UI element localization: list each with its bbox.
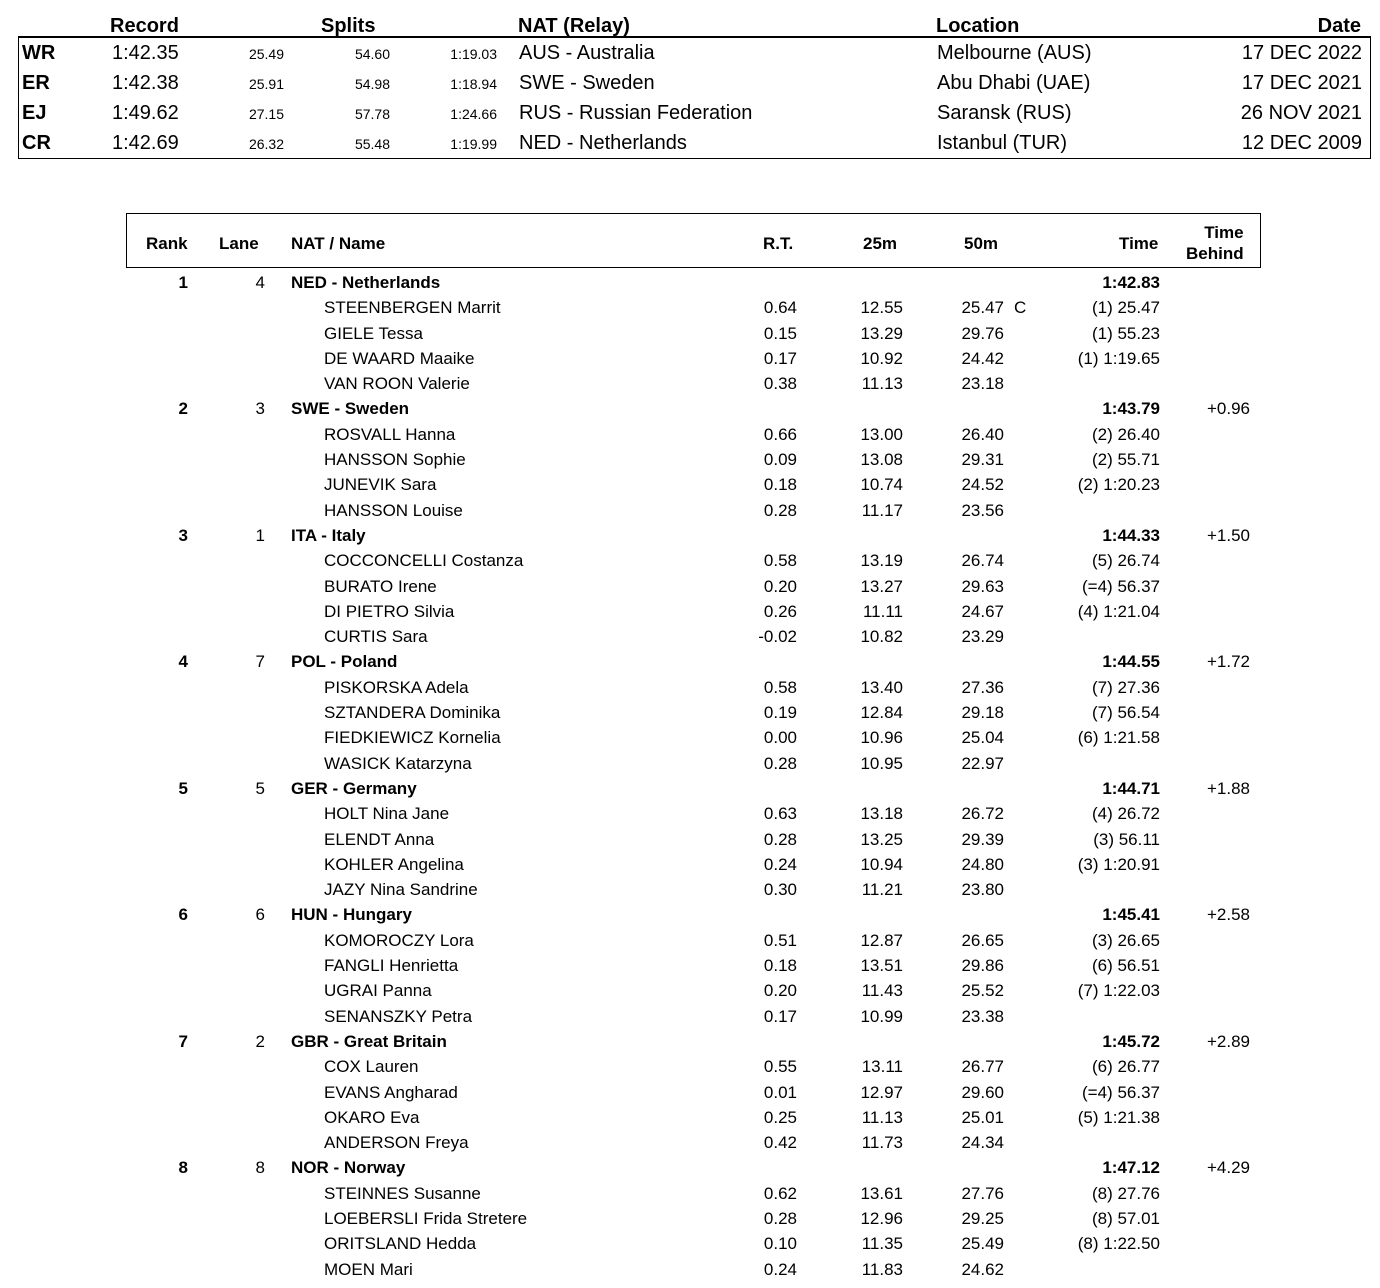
team-rank: 7 <box>178 1031 188 1051</box>
records-table <box>18 12 1371 158</box>
swimmer-25m-split: 10.95 <box>860 753 903 773</box>
swimmer-50m-split: 25.49 <box>961 1234 1004 1254</box>
record-location: Abu Dhabi (UAE) <box>937 72 1091 94</box>
swimmer-name: ANDERSON Freya <box>324 1133 469 1153</box>
swimmer-name: CURTIS Sara <box>324 627 428 647</box>
swimmer-row <box>0 827 1380 852</box>
swimmer-reaction-time: 0.24 <box>763 854 797 874</box>
swimmer-row <box>0 1054 1380 1079</box>
swimmer-row <box>0 321 1380 346</box>
swimmer-name: DE WAARD Maaike <box>324 348 475 368</box>
record-time: 1:49.62 <box>112 102 179 124</box>
record-location: Melbourne (AUS) <box>937 42 1092 64</box>
swimmer-row <box>0 1257 1380 1282</box>
team-time-behind: +1.50 <box>1206 525 1250 545</box>
record-split-1: 27.15 <box>248 106 284 122</box>
swimmer-reaction-time: 0.26 <box>763 601 797 621</box>
swimmer-25m-split: 13.29 <box>860 323 903 343</box>
record-split-2: 55.48 <box>354 136 390 152</box>
swimmer-25m-split: 10.92 <box>860 348 903 368</box>
swimmer-cumulative-time: (5) 1:21.38 <box>1077 1107 1160 1127</box>
swimmer-name: MOEN Mari <box>324 1259 413 1279</box>
swimmer-cumulative-time: (1) 1:19.65 <box>1077 348 1160 368</box>
swimmer-50m-split: 29.86 <box>961 956 1004 976</box>
swimmer-name: KOHLER Angelina <box>324 854 464 874</box>
swimmer-row <box>0 953 1380 978</box>
team-time: 1:45.41 <box>1102 905 1160 925</box>
swimmer-reaction-time: 0.28 <box>763 500 797 520</box>
record-time: 1:42.35 <box>112 42 179 64</box>
record-code: ER <box>22 72 50 94</box>
swimmer-row <box>0 574 1380 599</box>
team-rank: 5 <box>178 778 188 798</box>
team-time: 1:45.72 <box>1102 1031 1160 1051</box>
team-time-behind: +2.58 <box>1206 905 1250 925</box>
record-nat: SWE - Sweden <box>519 72 655 94</box>
record-split-3: 1:24.66 <box>450 106 497 122</box>
record-date: 17 DEC 2021 <box>1241 72 1362 94</box>
swimmer-25m-split: 13.00 <box>860 424 903 444</box>
team-name: HUN - Hungary <box>291 905 412 925</box>
swimmer-name: KOMOROCZY Lora <box>324 930 474 950</box>
team-lane: 2 <box>255 1031 265 1051</box>
swimmer-name: ELENDT Anna <box>324 829 435 849</box>
swimmer-reaction-time: 0.66 <box>763 424 797 444</box>
swimmer-reaction-time: 0.10 <box>763 1234 797 1254</box>
team-time: 1:44.55 <box>1102 652 1160 672</box>
record-row <box>19 98 1370 128</box>
swimmer-50m-split: 23.56 <box>961 500 1004 520</box>
swimmer-reaction-time: 0.18 <box>763 475 797 495</box>
swimmer-reaction-time: 0.18 <box>763 956 797 976</box>
swimmer-reaction-time: 0.28 <box>763 829 797 849</box>
team-time: 1:44.71 <box>1102 778 1160 798</box>
swimmer-50m-split: 29.31 <box>961 450 1004 470</box>
swimmer-reaction-time: -0.02 <box>758 627 797 647</box>
team-lane: 5 <box>255 778 265 798</box>
team-lane: 6 <box>255 905 265 925</box>
record-date: 12 DEC 2009 <box>1241 132 1362 154</box>
swimmer-name: EVANS Angharad <box>324 1082 458 1102</box>
swimmer-name: ROSVALL Hanna <box>324 424 456 444</box>
swimmer-name: OKARO Eva <box>324 1107 420 1127</box>
swimmer-name: SZTANDERA Dominika <box>324 703 501 723</box>
record-row <box>19 68 1370 98</box>
swimmer-cumulative-time: (=4) 56.37 <box>1082 1082 1160 1102</box>
swimmer-row <box>0 877 1380 902</box>
team-row <box>0 270 1380 295</box>
team-lane: 8 <box>255 1158 265 1178</box>
swimmer-row <box>0 751 1380 776</box>
date-col-header: Date <box>1317 15 1361 37</box>
swimmer-name: BURATO Irene <box>324 576 437 596</box>
team-name: SWE - Sweden <box>291 399 410 419</box>
team-time: 1:44.33 <box>1102 525 1160 545</box>
team-time-behind: +1.72 <box>1206 652 1250 672</box>
50m-col-header: 50m <box>964 234 999 253</box>
team-row <box>0 776 1380 801</box>
swimmer-cumulative-time: (6) 1:21.58 <box>1077 728 1160 748</box>
team-time-behind: +1.88 <box>1206 778 1250 798</box>
swimmer-reaction-time: 0.62 <box>763 1183 797 1203</box>
record-split-1: 26.32 <box>248 136 284 152</box>
swimmer-50m-split: 26.77 <box>961 1057 1004 1077</box>
team-time-behind: +0.96 <box>1206 399 1250 419</box>
record-split-2: 54.98 <box>354 76 390 92</box>
swimmer-50m-split: 26.74 <box>961 551 1004 571</box>
swimmer-50m-split: 29.60 <box>961 1082 1004 1102</box>
swimmer-name: HANSSON Sophie <box>324 450 466 470</box>
swimmer-cumulative-time: (8) 1:22.50 <box>1077 1234 1160 1254</box>
swimmer-row <box>0 472 1380 497</box>
location-col-header: Location <box>936 15 1020 37</box>
swimmer-cumulative-time: (8) 57.01 <box>1091 1208 1160 1228</box>
swimmer-cumulative-time: (2) 1:20.23 <box>1077 475 1160 495</box>
swimmer-25m-split: 13.25 <box>860 829 903 849</box>
swimmer-cumulative-time: (6) 26.77 <box>1091 1057 1160 1077</box>
swimmer-50m-split: 24.42 <box>961 348 1004 368</box>
record-row <box>19 38 1370 68</box>
swimmer-row <box>0 498 1380 523</box>
swimmer-reaction-time: 0.09 <box>763 450 797 470</box>
team-rank: 2 <box>178 399 188 419</box>
swimmer-row <box>0 1004 1380 1029</box>
record-location: Saransk (RUS) <box>937 102 1072 124</box>
record-date: 26 NOV 2021 <box>1240 102 1362 124</box>
swimmer-25m-split: 12.84 <box>860 703 903 723</box>
record-split-1: 25.91 <box>248 76 284 92</box>
swimmer-cumulative-time: (7) 56.54 <box>1091 703 1160 723</box>
swimmer-reaction-time: 0.64 <box>763 298 797 318</box>
record-row <box>19 128 1370 158</box>
swimmer-row <box>0 700 1380 725</box>
team-rank: 4 <box>178 652 188 672</box>
swimmer-25m-split: 11.73 <box>861 1133 903 1153</box>
swimmer-name: HOLT Nina Jane <box>324 804 450 824</box>
record-code: EJ <box>22 102 47 124</box>
team-time-behind: +2.89 <box>1206 1031 1250 1051</box>
swimmer-50m-split: 24.34 <box>961 1133 1004 1153</box>
splits-col-header: Splits <box>321 15 376 37</box>
swimmer-50m-split: 27.76 <box>961 1183 1004 1203</box>
record-split-2: 54.60 <box>354 46 390 62</box>
swimmer-name: JAZY Nina Sandrine <box>324 880 478 900</box>
swimmer-name: UGRAI Panna <box>324 981 432 1001</box>
swimmer-row <box>0 447 1380 472</box>
swimmer-50m-split: 23.29 <box>961 627 1004 647</box>
swimmer-50m-split: 25.01 <box>961 1107 1004 1127</box>
swimmer-row <box>0 725 1380 750</box>
nat-relay-col-header: NAT (Relay) <box>518 15 630 37</box>
swimmer-cumulative-time: (5) 26.74 <box>1091 551 1160 571</box>
swimmer-row <box>0 346 1380 371</box>
team-name: GBR - Great Britain <box>291 1031 447 1051</box>
swimmer-25m-split: 11.43 <box>861 981 903 1001</box>
swimmer-flag: C <box>1014 298 1027 318</box>
swimmer-reaction-time: 0.28 <box>763 1208 797 1228</box>
swimmer-name: GIELE Tessa <box>324 323 423 343</box>
swimmer-cumulative-time: (4) 1:21.04 <box>1077 601 1160 621</box>
swimmer-25m-split: 13.18 <box>860 804 903 824</box>
swimmer-50m-split: 23.80 <box>961 880 1004 900</box>
swimmer-row <box>0 1181 1380 1206</box>
record-split-3: 1:19.03 <box>450 46 497 62</box>
swimmer-row <box>0 422 1380 447</box>
swimmer-50m-split: 26.65 <box>961 930 1004 950</box>
team-row <box>0 396 1380 421</box>
swimmer-reaction-time: 0.19 <box>763 703 797 723</box>
swimmer-reaction-time: 0.38 <box>763 374 797 394</box>
record-nat: NED - Netherlands <box>519 132 687 154</box>
swimmer-name: WASICK Katarzyna <box>324 753 472 773</box>
record-time: 1:42.69 <box>112 132 179 154</box>
swimmer-50m-split: 25.04 <box>961 728 1004 748</box>
records-body <box>18 37 1371 159</box>
swimmer-25m-split: 13.11 <box>861 1057 903 1077</box>
record-nat: AUS - Australia <box>519 42 655 64</box>
team-lane: 7 <box>255 652 265 672</box>
swimmer-25m-split: 10.96 <box>860 728 903 748</box>
swimmer-row <box>0 978 1380 1003</box>
swimmer-25m-split: 13.51 <box>860 956 903 976</box>
swimmer-cumulative-time: (3) 1:20.91 <box>1077 854 1160 874</box>
swimmer-cumulative-time: (1) 25.47 <box>1091 298 1160 318</box>
team-rank: 1 <box>178 273 188 292</box>
record-location: Istanbul (TUR) <box>937 132 1068 154</box>
swimmer-name: FIEDKIEWICZ Kornelia <box>324 728 501 748</box>
swimmer-row <box>0 371 1380 396</box>
team-row <box>0 1029 1380 1054</box>
swimmer-reaction-time: 0.55 <box>763 1057 797 1077</box>
swimmer-reaction-time: 0.58 <box>763 677 797 697</box>
record-split-2: 57.78 <box>354 106 390 122</box>
team-row <box>0 902 1380 927</box>
swimmer-50m-split: 26.40 <box>961 424 1004 444</box>
swimmer-reaction-time: 0.15 <box>763 323 797 343</box>
record-date: 17 DEC 2022 <box>1241 42 1362 64</box>
swimmer-25m-split: 13.40 <box>860 677 903 697</box>
swimmer-name: COX Lauren <box>324 1057 419 1077</box>
team-row <box>0 649 1380 674</box>
swimmer-row <box>0 852 1380 877</box>
swimmer-name: ORITSLAND Hedda <box>324 1234 477 1254</box>
time-col-header: Time <box>1119 234 1159 253</box>
team-name: POL - Poland <box>291 652 398 672</box>
rank-col-header: Rank <box>146 234 188 253</box>
record-split-3: 1:18.94 <box>450 76 497 92</box>
swimmer-reaction-time: 0.17 <box>763 1006 797 1026</box>
swimmer-reaction-time: 0.63 <box>763 804 797 824</box>
swimmer-name: STEENBERGEN Marrit <box>324 298 501 318</box>
team-rank: 8 <box>178 1158 188 1178</box>
swimmer-25m-split: 11.11 <box>862 601 903 621</box>
swimmer-cumulative-time: (3) 26.65 <box>1091 930 1160 950</box>
swimmer-reaction-time: 0.58 <box>763 551 797 571</box>
team-row <box>0 1155 1380 1180</box>
swimmer-50m-split: 27.36 <box>961 677 1004 697</box>
swimmer-50m-split: 25.47 <box>961 298 1004 318</box>
swimmer-reaction-time: 0.17 <box>763 348 797 368</box>
swimmer-name: FANGLI Henrietta <box>324 956 459 976</box>
swimmer-reaction-time: 0.24 <box>763 1259 797 1279</box>
swimmer-cumulative-time: (4) 26.72 <box>1091 804 1160 824</box>
swimmer-name: COCCONCELLI Costanza <box>324 551 524 571</box>
swimmer-row <box>0 1105 1380 1130</box>
swimmer-50m-split: 29.18 <box>961 703 1004 723</box>
swimmer-cumulative-time: (8) 27.76 <box>1091 1183 1160 1203</box>
swimmer-row <box>0 548 1380 573</box>
team-time: 1:47.12 <box>1102 1158 1160 1178</box>
swimmer-row <box>0 624 1380 649</box>
swimmer-50m-split: 24.52 <box>961 475 1004 495</box>
time-behind-line1: Time <box>1204 223 1244 242</box>
swimmer-50m-split: 29.76 <box>961 323 1004 343</box>
swimmer-name: VAN ROON Valerie <box>324 374 470 394</box>
swimmer-25m-split: 11.13 <box>861 1107 903 1127</box>
team-lane: 1 <box>255 525 265 545</box>
team-rank: 3 <box>178 525 188 545</box>
swimmer-row <box>0 1206 1380 1231</box>
record-split-1: 25.49 <box>248 46 284 62</box>
swimmer-25m-split: 11.35 <box>861 1234 903 1254</box>
swimmer-50m-split: 22.97 <box>961 753 1004 773</box>
team-name: NED - Netherlands <box>291 273 441 292</box>
swimmer-25m-split: 12.97 <box>860 1082 903 1102</box>
record-time: 1:42.38 <box>112 72 179 94</box>
name-col-header: NAT / Name <box>291 234 386 253</box>
team-name: NOR - Norway <box>291 1158 406 1178</box>
swimmer-25m-split: 13.61 <box>860 1183 903 1203</box>
team-time: 1:43.79 <box>1102 399 1160 419</box>
swimmer-50m-split: 29.39 <box>961 829 1004 849</box>
swimmer-25m-split: 11.83 <box>861 1259 903 1279</box>
swimmer-name: DI PIETRO Silvia <box>324 601 455 621</box>
swimmer-name: PISKORSKA Adela <box>324 677 469 697</box>
swimmer-name: SENANSZKY Petra <box>324 1006 473 1026</box>
swimmer-50m-split: 25.52 <box>961 981 1004 1001</box>
swimmer-50m-split: 24.80 <box>961 854 1004 874</box>
team-rank: 6 <box>178 905 188 925</box>
swimmer-cumulative-time: (1) 55.23 <box>1091 323 1160 343</box>
swimmer-row <box>0 599 1380 624</box>
swimmer-50m-split: 23.18 <box>961 374 1004 394</box>
swimmer-50m-split: 29.25 <box>961 1208 1004 1228</box>
swimmer-25m-split: 10.82 <box>860 627 903 647</box>
swimmer-cumulative-time: (7) 27.36 <box>1091 677 1160 697</box>
swimmer-50m-split: 26.72 <box>961 804 1004 824</box>
swimmer-25m-split: 13.08 <box>860 450 903 470</box>
swimmer-cumulative-time: (=4) 56.37 <box>1082 576 1160 596</box>
time-behind-line2: Behind <box>1186 244 1244 263</box>
swimmer-25m-split: 11.21 <box>861 880 903 900</box>
lane-col-header: Lane <box>219 234 259 253</box>
team-row <box>0 523 1380 548</box>
record-code: CR <box>22 132 51 154</box>
swimmer-reaction-time: 0.20 <box>763 981 797 1001</box>
swimmer-name: HANSSON Louise <box>324 500 463 520</box>
record-code: WR <box>22 42 56 64</box>
record-col-header: Record <box>110 15 179 37</box>
swimmer-cumulative-time: (3) 56.11 <box>1093 829 1160 849</box>
swimmer-row <box>0 1080 1380 1105</box>
swimmer-25m-split: 13.19 <box>860 551 903 571</box>
swimmer-row <box>0 295 1380 320</box>
swimmer-50m-split: 29.63 <box>961 576 1004 596</box>
swimmer-reaction-time: 0.30 <box>763 880 797 900</box>
swimmer-reaction-time: 0.01 <box>763 1082 797 1102</box>
swimmer-cumulative-time: (6) 56.51 <box>1091 956 1160 976</box>
team-lane: 4 <box>255 273 265 292</box>
swimmer-row <box>0 675 1380 700</box>
results-body <box>0 270 1380 1282</box>
record-split-3: 1:19.99 <box>450 136 497 152</box>
swimmer-25m-split: 12.55 <box>860 298 903 318</box>
swimmer-25m-split: 12.96 <box>860 1208 903 1228</box>
swimmer-50m-split: 24.67 <box>961 601 1004 621</box>
swimmer-reaction-time: 0.20 <box>763 576 797 596</box>
swimmer-reaction-time: 0.28 <box>763 753 797 773</box>
swimmer-row <box>0 1231 1380 1256</box>
record-nat: RUS - Russian Federation <box>519 102 753 124</box>
swimmer-25m-split: 12.87 <box>860 930 903 950</box>
swimmer-25m-split: 13.27 <box>860 576 903 596</box>
records-header <box>18 12 1371 37</box>
team-time-behind: +4.29 <box>1206 1158 1250 1178</box>
swimmer-25m-split: 11.17 <box>861 500 903 520</box>
time-behind-col-header <box>1186 222 1244 264</box>
swimmer-row <box>0 801 1380 826</box>
results-header <box>126 213 1261 268</box>
swimmer-reaction-time: 0.25 <box>763 1107 797 1127</box>
swimmer-50m-split: 23.38 <box>961 1006 1004 1026</box>
swimmer-name: STEINNES Susanne <box>324 1183 481 1203</box>
swimmer-reaction-time: 0.51 <box>763 930 797 950</box>
team-time: 1:42.83 <box>1102 273 1160 292</box>
swimmer-25m-split: 10.99 <box>860 1006 903 1026</box>
swimmer-50m-split: 24.62 <box>961 1259 1004 1279</box>
swimmer-cumulative-time: (7) 1:22.03 <box>1077 981 1160 1001</box>
swimmer-row <box>0 928 1380 953</box>
swimmer-cumulative-time: (2) 55.71 <box>1091 450 1160 470</box>
swimmer-name: LOEBERSLI Frida Stretere <box>324 1208 528 1228</box>
swimmer-25m-split: 10.94 <box>860 854 903 874</box>
swimmer-25m-split: 11.13 <box>861 374 903 394</box>
swimmer-row <box>0 1130 1380 1155</box>
swimmer-cumulative-time: (2) 26.40 <box>1091 424 1160 444</box>
swimmer-name: JUNEVIK Sara <box>324 475 437 495</box>
rt-col-header: R.T. <box>763 234 794 253</box>
swimmer-25m-split: 10.74 <box>860 475 903 495</box>
25m-col-header: 25m <box>863 234 898 253</box>
team-name: GER - Germany <box>291 778 417 798</box>
swimmer-reaction-time: 0.00 <box>763 728 797 748</box>
team-lane: 3 <box>255 399 265 419</box>
team-name: ITA - Italy <box>291 525 366 545</box>
swimmer-reaction-time: 0.42 <box>763 1133 797 1153</box>
